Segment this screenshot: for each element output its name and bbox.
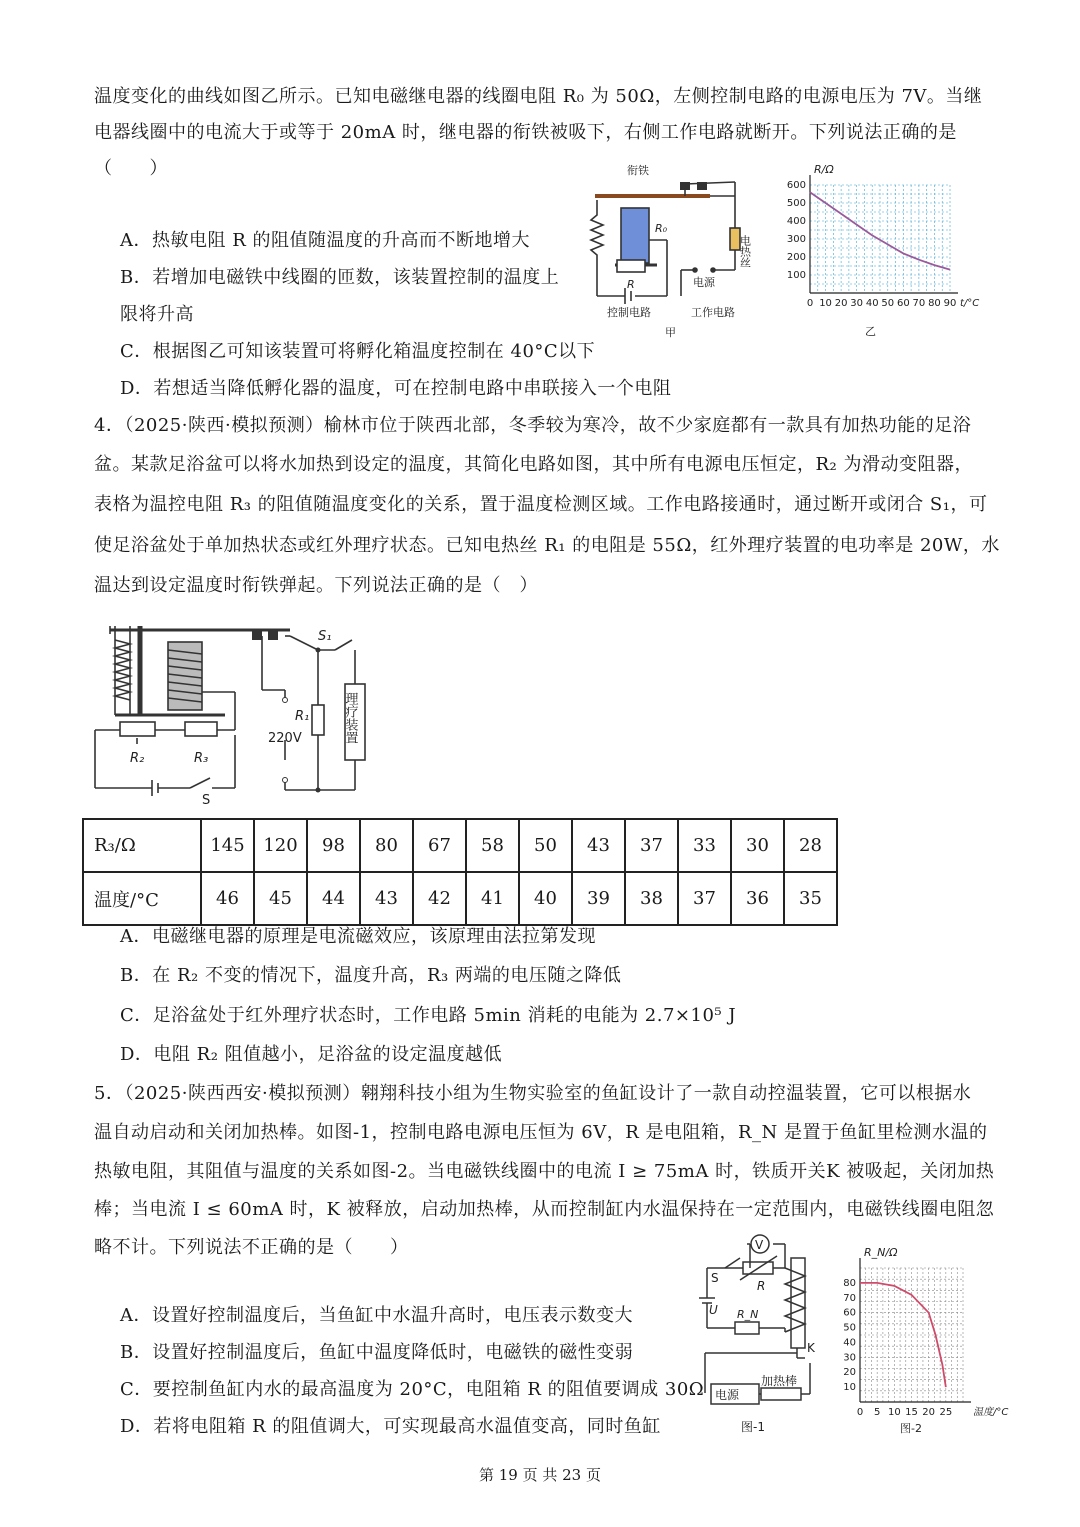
q3-option-b-1: B．若增加电磁铁中线圈的匝数，该装置控制的温度上 — [120, 267, 560, 288]
table-cell: 120 — [254, 819, 307, 872]
q4-foot-bath-circuit-diagram — [90, 620, 380, 810]
q5-option-c: C．要控制鱼缸内水的最高温度为 20°C，电阻箱 R 的阻值要调成 30Ω — [120, 1379, 705, 1400]
table-cell: 43 — [572, 819, 625, 872]
x-axis-label: 温度/°C — [973, 1407, 1009, 1418]
table-cell: 98 — [307, 819, 360, 872]
y-tick-label: 500 — [786, 198, 806, 209]
table-cell: 37 — [678, 872, 731, 925]
r-label: R — [627, 278, 635, 291]
table-row — [83, 872, 837, 925]
y-tick-label: 50 — [843, 1322, 856, 1334]
q4-r3-temperature-table — [82, 818, 838, 926]
q4-option-b: B．在 R₂ 不变的情况下，温度升高，R₃ 两端的电压随之降低 — [120, 965, 622, 986]
q3-option-d: D．若想适当降低孵化器的温度，可在控制电路中串联接入一个电阻 — [120, 378, 672, 399]
x-tick-label: 20 — [922, 1407, 936, 1418]
q3-line-1: 温度变化的曲线如图乙所示。已知电磁继电器的线圈电阻 R₀ 为 50Ω，左侧控制电路的电源电压为 7V。当继 — [94, 86, 983, 107]
q5-option-b: B．设置好控制温度后，鱼缸中温度降低时，电磁铁的磁性变弱 — [120, 1342, 634, 1363]
r3-label: R₃ — [194, 751, 209, 766]
q4-line-1: 4．（2025·陕西·模拟预测）榆林市位于陕西北部，冬季较为寒冷，故不少家庭都有一款具有加热功能的足浴 — [94, 415, 972, 436]
q5-option-a: A．设置好控制温度后，当鱼缸中水温升高时，电压表示数变大 — [120, 1305, 633, 1326]
table-cell: 46 — [201, 872, 254, 925]
x-tick-label: 60 — [896, 298, 910, 309]
s1-label: S₁ — [318, 629, 332, 644]
q3-option-c: C．根据图乙可知该装置可将孵化箱温度控制在 40°C以下 — [120, 341, 596, 362]
q3-resistance-temperature-chart — [780, 165, 990, 340]
q4-line-5: 温达到设定温度时衔铁弹起。下列说法正确的是（ ） — [94, 575, 538, 596]
chart-caption: 乙 — [865, 325, 876, 338]
q3-relay-circuit-diagram — [585, 160, 775, 340]
armature-label: 衔铁 — [627, 164, 649, 177]
r2-label: R₂ — [130, 751, 145, 766]
control-circuit-label: 控制电路 — [607, 306, 651, 319]
table-header: R₃/Ω — [83, 819, 201, 872]
source-u-label: U — [709, 1303, 718, 1317]
x-tick-label: 80 — [928, 298, 941, 309]
x-tick-label: 30 — [850, 298, 864, 309]
switch-s-label: S — [711, 1271, 719, 1285]
resistor-box-label: R — [757, 1279, 766, 1293]
table-cell: 80 — [360, 819, 413, 872]
y-axis-label: R_N/Ω — [864, 1246, 898, 1259]
q3-line-2: 电器线圈中的电流大于或等于 20mA 时，继电器的衔铁被吸下，右侧工作电路就断开。下列说法正确的是 — [94, 122, 957, 143]
x-tick-label: 10 — [887, 1407, 901, 1418]
q4-option-c: C．足浴盆处于红外理疗状态时，工作电路 5min 消耗的电能为 2.7×10⁵ J — [120, 1005, 737, 1026]
heater-rod-label: 加热棒 — [761, 1374, 798, 1388]
page-footer: 第 19 页 共 23 页 — [478, 1466, 601, 1484]
table-cell: 50 — [519, 819, 572, 872]
table-cell: 38 — [625, 872, 678, 925]
q4-line-3: 表格为温控电阻 R₃ 的阻值随温度变化的关系，置于温度检测区域。工作电路接通时，通过断开或闭合 S₁，可 — [94, 494, 988, 515]
fig-jia-caption: 甲 — [665, 326, 676, 339]
q4-line-4: 使足浴盆处于单加热状态或红外理疗状态。已知电热丝 R₁ 的电阻是 55Ω，红外理疗装置的电功率是 20W，水 — [94, 535, 1000, 556]
chart-caption: 图-2 — [900, 1422, 922, 1435]
y-tick-label: 70 — [843, 1292, 856, 1304]
table-cell: 35 — [784, 872, 837, 925]
q5-line-2: 温自动启动和关闭加热棒。如图-1，控制电路电源电压恒为 6V，R 是电阻箱，R_N 是置于鱼缸里检测水温的 — [94, 1122, 988, 1143]
y-tick-label: 100 — [786, 270, 806, 281]
therapy-device-label: 理疗装置 — [342, 692, 358, 744]
table-cell: 28 — [784, 819, 837, 872]
y-axis-label: R/Ω — [814, 165, 834, 176]
x-tick-label: 0 — [856, 1407, 864, 1418]
voltmeter-icon: V — [755, 1238, 764, 1252]
table-header: 温度/°C — [83, 872, 201, 925]
table-cell: 37 — [625, 819, 678, 872]
r1-label: R₁ — [295, 709, 310, 724]
y-tick-label: 60 — [843, 1307, 856, 1319]
table-cell: 145 — [201, 819, 254, 872]
x-axis-label: t/°C — [960, 298, 980, 309]
q5-fish-tank-circuit-diagram — [685, 1228, 830, 1438]
thermistor-label: R_N — [737, 1308, 759, 1321]
heater-label: 电热丝 — [738, 235, 752, 268]
table-cell: 44 — [307, 872, 360, 925]
x-tick-label: 15 — [905, 1407, 918, 1418]
table-row — [83, 819, 837, 872]
power-label: 电源 — [693, 276, 715, 289]
x-tick-label: 10 — [819, 298, 832, 309]
q3-option-a: A．热敏电阻 R 的阻值随温度的升高而不断地增大 — [120, 230, 530, 251]
table-cell: 45 — [254, 872, 307, 925]
table-cell: 36 — [731, 872, 784, 925]
x-tick-label: 0 — [806, 298, 814, 309]
q3-option-b-2: 限将升高 — [120, 304, 194, 325]
power-source-label: 电源 — [715, 1388, 740, 1402]
table-cell: 40 — [519, 872, 572, 925]
q5-line-1: 5．（2025·陕西西安·模拟预测）翱翔科技小组为生物实验室的鱼缸设计了一款自动控温装置，它可以根据水 — [94, 1083, 972, 1104]
q3-answer-paren: （ ） — [94, 158, 168, 179]
switch-k-label: K — [807, 1341, 815, 1355]
x-tick-label: 70 — [912, 298, 926, 309]
q4-option-a: A．电磁继电器的原理是电流磁效应，该原理由法拉第发现 — [120, 926, 596, 947]
q4-line-2: 盆。某款足浴盆可以将水加热到设定的温度，其简化电路如图，其中所有电源电压恒定，R₂ 为滑动变阻器， — [94, 454, 973, 475]
table-cell: 39 — [572, 872, 625, 925]
y-tick-label: 400 — [786, 216, 806, 227]
q4-option-d: D．电阻 R₂ 阻值越小，足浴盆的设定温度越低 — [120, 1044, 503, 1065]
x-tick-label: 25 — [939, 1407, 953, 1418]
q5-option-d: D．若将电阻箱 R 的阻值调大，可实现最高水温值变高，同时鱼缸 — [120, 1416, 661, 1437]
q5-line-4: 棒；当电流 I ≤ 60mA 时，K 被释放，启动加热棒，从而控制缸内水温保持在一定范围内，电磁铁线圈电阻忽 — [94, 1199, 995, 1220]
table-cell: 33 — [678, 819, 731, 872]
y-tick-label: 600 — [786, 180, 806, 191]
x-tick-label: 5 — [873, 1407, 881, 1418]
y-tick-label: 300 — [786, 234, 806, 245]
q5-thermistor-temperature-chart — [838, 1240, 1033, 1440]
x-tick-label: 40 — [865, 298, 879, 309]
y-tick-label: 200 — [786, 252, 806, 263]
fig1-caption: 图-1 — [741, 1420, 765, 1434]
y-tick-label: 30 — [843, 1352, 856, 1364]
q5-line-3: 热敏电阻，其阻值与温度的关系如图-2。当电磁铁线圈中的电流 I ≥ 75mA 时，铁质开关K 被吸起，关闭加热 — [94, 1161, 995, 1182]
y-tick-label: 20 — [843, 1367, 856, 1379]
y-tick-label: 40 — [843, 1337, 856, 1349]
voltage-label: 220V — [268, 731, 302, 746]
x-tick-label: 50 — [881, 298, 895, 309]
work-circuit-label: 工作电路 — [691, 306, 735, 319]
switch-s-label: S — [202, 793, 211, 808]
table-cell: 30 — [731, 819, 784, 872]
table-cell: 58 — [466, 819, 519, 872]
y-tick-label: 10 — [843, 1382, 856, 1394]
table-cell: 67 — [413, 819, 466, 872]
r0-label: R₀ — [655, 222, 668, 235]
table-cell: 43 — [360, 872, 413, 925]
x-tick-label: 20 — [834, 298, 848, 309]
x-tick-label: 90 — [943, 298, 957, 309]
y-tick-label: 80 — [843, 1277, 856, 1289]
q5-line-5: 略不计。下列说法不正确的是（ ） — [94, 1237, 409, 1258]
table-cell: 42 — [413, 872, 466, 925]
table-cell: 41 — [466, 872, 519, 925]
